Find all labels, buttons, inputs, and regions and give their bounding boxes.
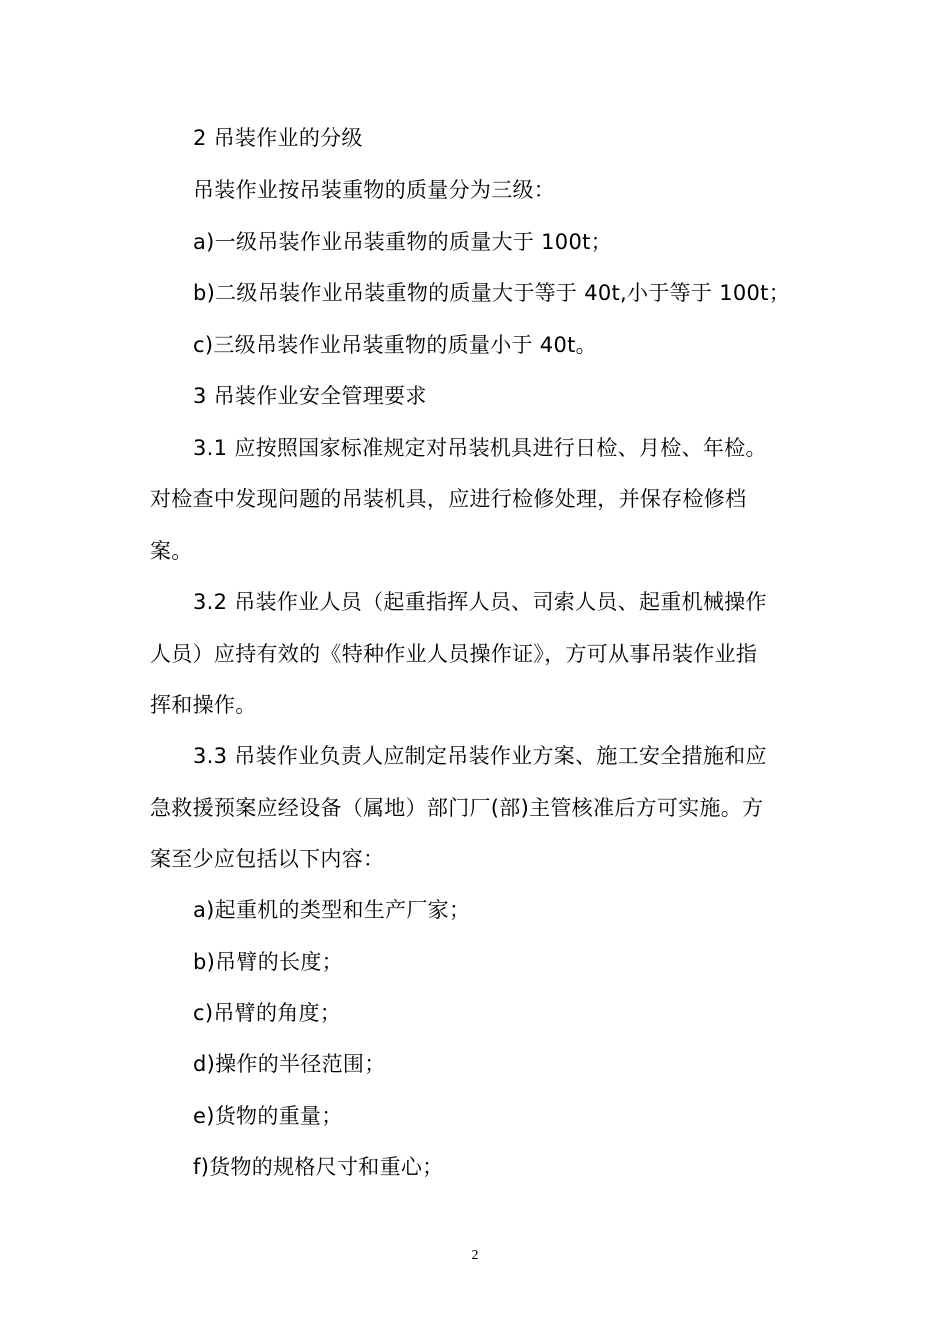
list-item-boom-length: b)吊臂的长度； (193, 950, 343, 974)
list-item-class-c: c)三级吊装作业吊装重物的质量小于 40t。 (193, 333, 597, 357)
list-item-cargo-dimensions: f)货物的规格尺寸和重心； (193, 1155, 444, 1179)
list-item-operating-radius: d)操作的半径范围； (193, 1052, 386, 1076)
paragraph-3-2-line-3: 挥和操作。 (150, 693, 257, 717)
paragraph-3-2-line-1: 3.2 吊装作业人员（起重指挥人员、司索人员、起重机械操作 (193, 590, 767, 614)
page-number: 2 (471, 1248, 479, 1263)
paragraph-3-1-line-3: 案。 (150, 539, 193, 563)
paragraph-3-1-line-1: 3.1 应按照国家标准规定对吊装机具进行日检、月检、年检。 (193, 436, 767, 460)
paragraph-3-3-line-1: 3.3 吊装作业负责人应制定吊装作业方案、施工安全措施和应 (193, 744, 767, 768)
list-item-class-a: a)一级吊装作业吊装重物的质量大于 100t； (193, 230, 612, 254)
paragraph-3-3-line-2: 急救援预案应经设备（属地）部门厂(部)主管核准后方可实施。方 (150, 796, 764, 820)
heading-safety-requirements: 3 吊装作业安全管理要求 (193, 384, 427, 408)
list-item-class-b: b)二级吊装作业吊装重物的质量大于等于 40t,小于等于 100t； (193, 281, 791, 305)
paragraph-classification-intro: 吊装作业按吊装重物的质量分为三级： (193, 178, 556, 202)
paragraph-3-2-line-2: 人员）应持有效的《特种作业人员操作证》，方可从事吊装作业指 (150, 642, 758, 666)
paragraph-3-1-line-2: 对检查中发现问题的吊装机具，应进行检修处理，并保存检修档 (150, 487, 747, 511)
heading-lifting-classification: 2 吊装作业的分级 (193, 126, 363, 150)
list-item-cargo-weight: e)货物的重量； (193, 1104, 343, 1128)
list-item-crane-type: a)起重机的类型和生产厂家； (193, 898, 471, 922)
paragraph-3-3-line-3: 案至少应包括以下内容： (150, 847, 385, 871)
list-item-boom-angle: c)吊臂的角度； (193, 1001, 342, 1025)
